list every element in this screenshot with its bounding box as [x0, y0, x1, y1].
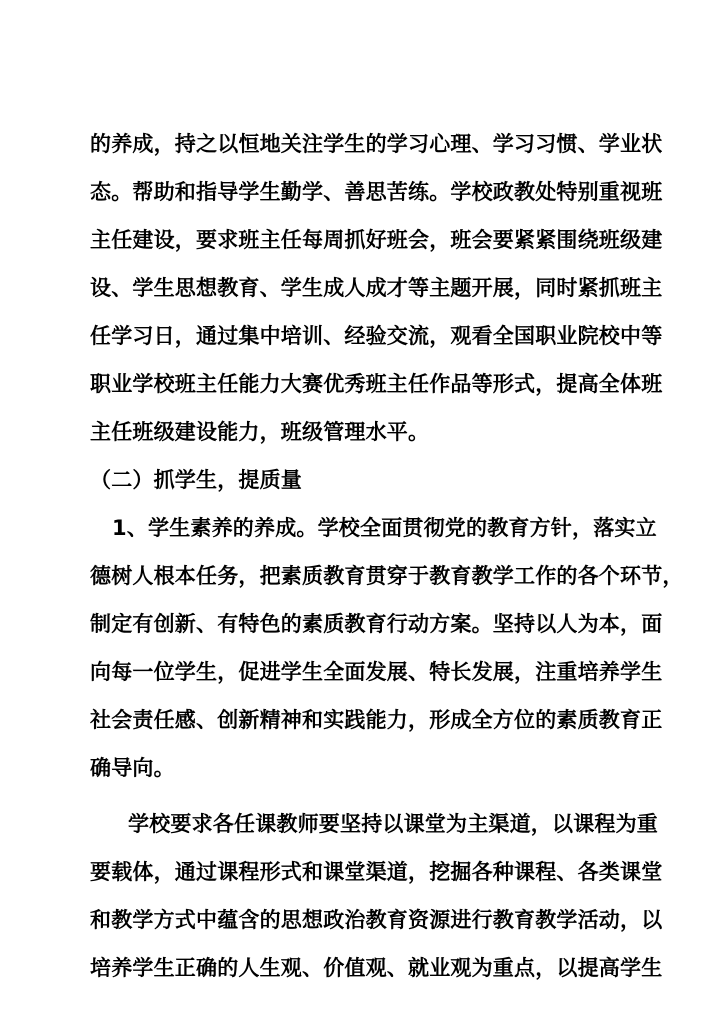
- paragraph-line: 的养成，持之以恒地关注学生的学习心理、学习习惯、学业状: [90, 132, 663, 156]
- paragraph-line: 培养学生正确的人生观、价值观、就业观为重点，以提高学生: [90, 956, 663, 980]
- paragraph-line: 社会责任感、创新精神和实践能力，形成全方位的素质教育正: [90, 708, 663, 732]
- paragraph-line: 1、学生素养的养成。学校全面贯彻党的教育方针，落实立: [112, 516, 657, 540]
- paragraph-line: 和教学方式中蕴含的思想政治教育资源进行教育教学活动，以: [90, 908, 663, 932]
- paragraph-line: 设、学生思想教育、学生成人成才等主题开展，同时紧抓班主: [90, 276, 663, 300]
- paragraph-line: 主任建设，要求班主任每周抓好班会，班会要紧紧围绕班级建: [90, 228, 663, 252]
- paragraph-line: 确导向。: [90, 756, 175, 780]
- paragraph-line: 任学习日，通过集中培训、经验交流，观看全国职业院校中等: [90, 324, 663, 348]
- paragraph-line: 主任班级建设能力，班级管理水平。: [90, 420, 430, 444]
- paragraph-line: 职业学校班主任能力大赛优秀班主任作品等形式，提高全体班: [90, 372, 663, 396]
- paragraph-line: 要载体，通过课程形式和课堂渠道，挖掘各种课程、各类课堂: [90, 860, 663, 884]
- paragraph-line: 德树人根本任务，把素质教育贯穿于教育教学工作的各个环节，: [90, 564, 684, 588]
- paragraph-line: 态。帮助和指导学生勤学、善思苦练。学校政教处特别重视班: [90, 180, 663, 204]
- paragraph-line: 制定有创新、有特色的素质教育行动方案。坚持以人为本，面: [90, 612, 663, 636]
- paragraph-line: 学校要求各任课教师要坚持以课堂为主渠道，以课程为重: [128, 812, 658, 836]
- paragraph-line: 向每一位学生，促进学生全面发展、特长发展，注重培养学生: [90, 660, 663, 684]
- section-heading: （二）抓学生，提质量: [90, 468, 302, 492]
